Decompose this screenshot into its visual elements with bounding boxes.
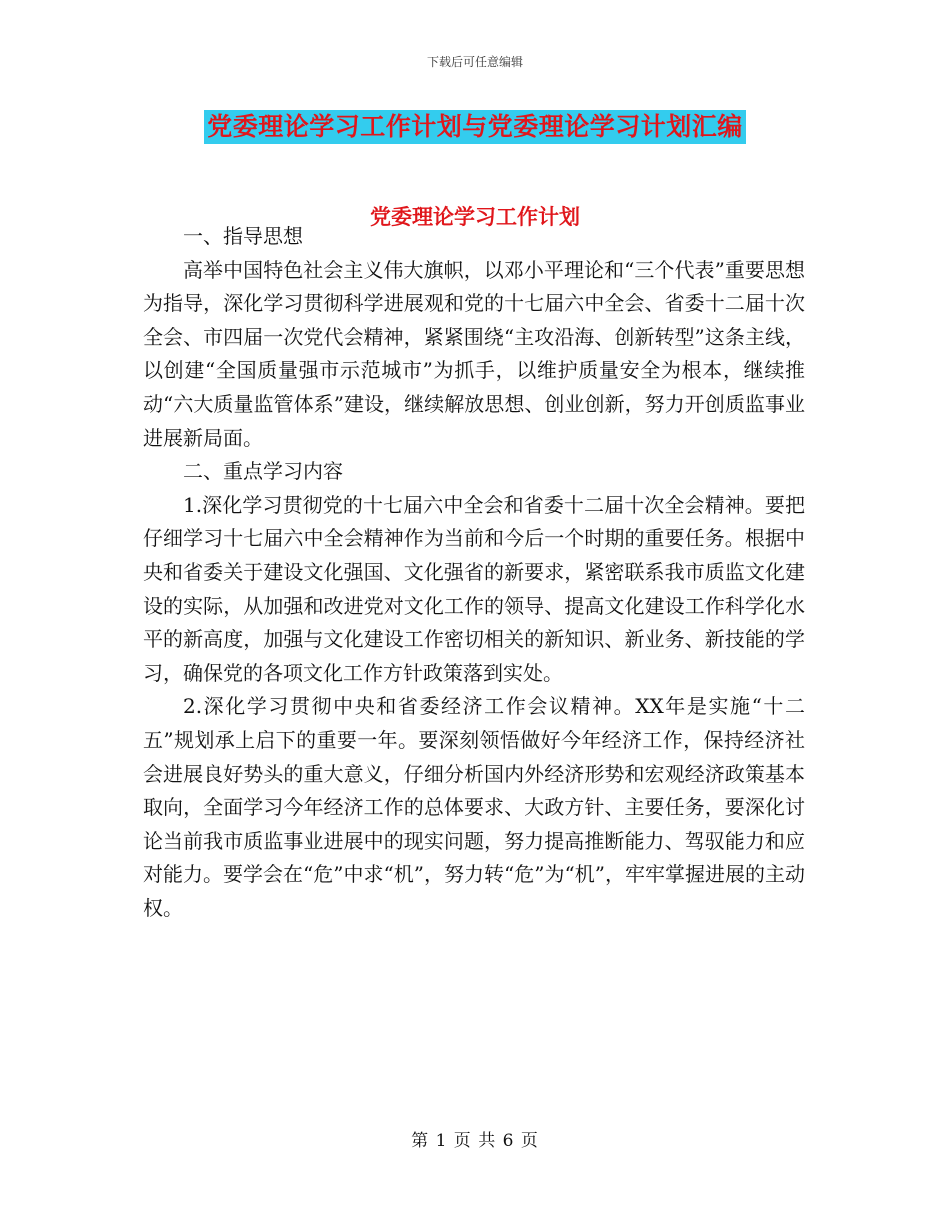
paragraph-item-1: 1.深化学习贯彻党的十七届六中全会和省委十二届十次全会精神。要把仔细学习十七届六中全会精神作为当前和今后一个时期的重要任务。根据中央和省委关于建设文化强国、文化强省的新要求，紧密联系我市质监文化建设的实际，从加强和改进党对文化工作的领导、提高文化建设工作科学化水平的新高度，加强与文化建设工作密切相关的新知识、新业务、新技能的学习，确保党的各项文化工作方针政策落到实处。 [143, 492, 805, 685]
section-title: 党委理论学习工作计划 [370, 205, 580, 229]
page-number-footer: 第 1 页 共 6 页 [411, 1131, 539, 1151]
paragraph-item-2: 2.深化学习贯彻中央和省委经济工作会议精神。XX年是实施“十二五”规划承上启下的重要一年。要深刻领悟做好今年经济工作，保持经济社会进展良好势头的重大意义，仔细分析国内外经济形势和宏观经济政策基本取向，全面学习今年经济工作的总体要求、大政方针、主要任务，要深化讨论当前我市质监事业进展中的现实问题，努力提高推断能力、驾驭能力和应对能力。要学会在“危”中求“机”，努力转“危”为“机”，牢牢掌握进展的主动权。 [143, 694, 805, 920]
heading-guiding-ideology: 一、指导思想 [183, 224, 303, 248]
page-header-note: 下载后可任意编辑 [426, 55, 523, 69]
document-main-title: 党委理论学习工作计划与党委理论学习计划汇编 [204, 110, 746, 144]
document-body [143, 220, 805, 925]
heading-key-study-content: 二、重点学习内容 [183, 459, 343, 484]
paragraph-guiding-ideology: 高举中国特色社会主义伟大旗帜，以邓小平理论和“三个代表”重要思想为指导，深化学习贯彻科学进展观和党的十七届六中全会、省委十二届十次全会、市四届一次党代会精神，紧紧围绕“主攻沿海、创新转型”这条主线，以创建“全国质量强市示范城市”为抓手，以维护质量安全为根本，继续推动“六大质量监管体系”建设，继续解放思想、创业创新，努力开创质监事业进展新局面。 [143, 257, 805, 450]
main-title-container [0, 110, 950, 144]
